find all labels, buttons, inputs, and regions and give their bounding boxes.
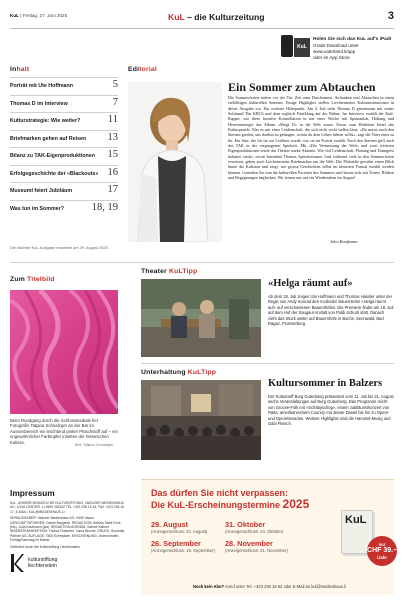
promo-title-line1: Das dürfen Sie nicht verpassen:	[151, 488, 289, 498]
editorial-signature: Julia Kaufmann	[330, 239, 358, 244]
toc-heading-black: In	[10, 66, 17, 73]
table-of-contents	[10, 66, 118, 217]
theater-article-title: «Helga räumt auf»	[268, 278, 353, 289]
subscription-contact[interactable]	[193, 584, 346, 589]
promo-date: 29. August	[151, 520, 189, 529]
balzers-article-body: Der Kulturtreff Burg Gutenberg präsentiert vom 11. Juli bis 21. August sechs Veranstaltungen auf Burg Gutenberg. Das Programm reicht von Groove-Folk mit «Schäbyschög», einem Jubiläumskonzert von Rääs, amerikanischem Country mit Jessie Daniel bis hin zu Opern- und Operettenarien. Weitere Highlights sind die Hammel-Musig und Gabi Fleisch.	[268, 394, 394, 427]
logo-line2: liechtenstein	[28, 563, 57, 570]
title-accent: KuL	[168, 12, 185, 22]
toc-item-label: Was tun im Sommer?	[10, 205, 64, 212]
editor-portrait-photo	[128, 82, 222, 242]
theater-article-body: Ab dem 18. Juli zeigen Ute Hoffmann und Thomas Hassler unter der Regie von Andy Konrad den morbiden Bauernkrimi «Helga räumt auf» auf verschiedenen Bauernhöfen. Die Premiere findet am 18. Juli auf dem Hof der Saugaut Anstalt von Poldi Schurti statt. Danach zieht das Stück weiter auf Bauernhöfe in Buchs, Sennwald, Bad Ragaz, Flumserberg.	[268, 294, 394, 327]
pink-plush-image	[10, 290, 118, 414]
app-ad-line1: Gratis Download unter www.vaterland.li/app	[313, 43, 359, 54]
publication-dates-ad[interactable]	[141, 479, 397, 595]
editorial-title: Ein Sommer zum Abtauchen	[228, 80, 376, 94]
cover-image-heading	[10, 276, 55, 283]
title-rest: – die Kulturzeitung	[184, 12, 265, 22]
toc-item-label: Thomas D im Interview	[10, 100, 68, 107]
subscription-prompt: Noch kein Abo?	[193, 584, 225, 589]
price-badge-bottom: /Jahr	[376, 554, 387, 560]
phone-icon	[281, 35, 293, 57]
toc-item-page: 17	[107, 184, 118, 195]
entertainment-heading-black: Unterhaltung	[141, 369, 188, 376]
app-cover: KuL	[294, 38, 310, 57]
toc-item-page: 13	[107, 131, 118, 143]
newspaper-title	[168, 12, 264, 22]
editorial-body: Die Sommerferien stehen vor der Tür. Zeit zum Durchatmen, Auftanken und Abtauchen in einen vielfältigen kulturellen Sommer. Einige Highlights stellen Liechtensteins Kulturinstitutionen in dieser Ausgabe vor. Ein weiterer Höhepunkt: Am 4. Juli steht Thomas D gemeinsam mit seiner Soloband The KBCS und dem sogleich Fünfklang auf der Bühne. Im Interview erzählt der Kult-Rapper, wie diese kreative Konstellation in nur einer Woche mit Spontanität, Haltung und Herzensenergie das Album «Mega D» in die Welt setzte. Etwas zum Hinhören bietet das Kulturporträt. Was es mit einer Leidenschaft, die sich nicht recht stellen lässt, «Da musst nach den Sternen greifen, um dorthin zu gelangen, wohin du dein Leben führen willst», sagt die Vater einst zu ihr. Ein Satz, der für sie zur Leitlinie wurde, wie sie im Porträt erzählt. Nach den Sternen griff auch das TAK in der vergangenen Spielzeit. Mit «Die Vermessung der Welt» und zwei weiteren Eigenproduktionen setzte das Theater starke Akzente. Wie viel Leidenschaft, Planung und Teamgeist dahinter steckt, verrät Intendant Thomas Spieckermann. Und während viele in den Sommerferien verreisen, gehen auch Liechtensteins Briefmarken um die Welt. Die Philatelie gewährt einen Blick hinter die Kulissen und zeigt, wie grosse Geschichten selbst im kleinsten Format erzählt werden können. Genießen Sie nun die kulturellen Facetten des Sommers und lassen sich mit Tönen, Bildern und Begegnungen beglücken. Wir freuen uns auf ein Wiedersehen im August!	[228, 95, 394, 181]
app-download-ad[interactable]	[281, 34, 397, 68]
editorial-heading-black: Edi	[128, 66, 140, 73]
theater-photo	[141, 279, 261, 357]
editorial-heading	[128, 66, 394, 73]
app-ad-text	[313, 37, 399, 61]
price-badge-top: nur	[378, 542, 386, 547]
promo-title-line2: Die KuL-Erscheinungstermine	[151, 500, 281, 510]
section-divider	[141, 363, 394, 364]
toc-item-label: Briefmarken gehen auf Reisen	[10, 135, 87, 142]
imprint-section	[10, 488, 128, 573]
theater-scene-image	[141, 279, 261, 357]
toc-item-label: Kulturstrategie: Wie weiter?	[10, 118, 81, 124]
cover-image-caption: Beim Rundgang durch die Schlossmediale fiel Fotografin Tatjana Schnalzger an der Bar im Aussenbereich ein leuchtend pinker Plüschstoff auf – ein ungewöhnlicher Farbtupfer inmitten der historischen Kulisse.	[10, 418, 118, 445]
kulturstiftung-k-icon	[10, 553, 24, 573]
promo-date: 28. November	[225, 539, 273, 548]
promo-date-sub: (Anzeigenschluss: 21. November)	[225, 548, 288, 553]
toc-item-page: 18, 19	[91, 201, 118, 213]
entertainment-heading-red: KuLTipp	[187, 369, 217, 376]
section-divider	[10, 262, 394, 263]
page-header	[10, 9, 394, 29]
castle-concert-photo	[141, 380, 261, 460]
toc-heading	[10, 66, 118, 73]
kulturstiftung-logo	[10, 553, 128, 573]
editorial-heading-red: torial	[139, 66, 158, 73]
toc-heading-red: halt	[16, 66, 30, 73]
issue-line: KuL | Freitag, 27. Juni 2025	[10, 13, 68, 18]
toc-item[interactable]	[10, 165, 118, 183]
entertainment-tip-heading	[141, 369, 216, 376]
promo-date-sub: (Anzeigenschluss: 24. Oktober)	[225, 529, 284, 534]
cover-heading-black: Zum	[10, 276, 28, 283]
next-issue-note: Die nächste KuL-Ausgabe erscheint am 29. August 2025	[10, 245, 108, 250]
toc-item-page: 15	[107, 149, 118, 160]
promo-year: 2025	[282, 497, 310, 511]
promo-date: 26. September	[151, 539, 201, 548]
toc-item[interactable]	[10, 182, 118, 200]
promo-date-sub: (Anzeigenschluss: 19. September)	[151, 548, 216, 553]
price-badge	[367, 536, 397, 566]
toc-item[interactable]	[10, 130, 118, 148]
issue-brand: KuL	[10, 13, 19, 18]
toc-item[interactable]	[10, 147, 118, 165]
cover-image-credit: Bild: Tatjana Schnalzger	[75, 443, 114, 447]
issue-date: Freitag, 27. Juni 2025	[22, 13, 68, 18]
editorial-section	[128, 66, 394, 73]
promo-title	[151, 488, 341, 511]
toc-item-page: 11	[107, 114, 118, 125]
cover-heading-red: Titelbild	[27, 276, 55, 283]
subscription-contact-text: Anruf unter Tel. +423 236 16 62 oder E-Mail an kul@medienhaus.li	[224, 584, 346, 589]
toc-item-label: Museuml feiert Jubiläum	[10, 188, 73, 194]
page-number: 3	[387, 10, 394, 22]
balzers-article-title: Kultursommer in Balzers	[268, 378, 383, 389]
editor-portrait-image	[128, 82, 222, 242]
toc-item[interactable]	[10, 200, 118, 218]
imprint-staff: HERAUSGEBER: Vaduzer Medienhaus AG, 9490 Vaduz. GESCHÄFTSFÜHRER: Daniel Bargetze. REDAKTION: Bettina Stahl-Frick (bfs), Julia Kaufmann (jka). REDAKTION AGENDA: Sabine Kaltner. INSERATE/MARKETING: Patrick Flatscher, Laura Buchel. DRUCK: Somedia Partner AG. AUFLAGE: 7500 Exemplare. ERSCHEINUNG: Jeden letzten Freitag/Samstag im Monat.	[10, 516, 125, 543]
toc-item[interactable]	[10, 77, 118, 95]
magazine-cover-label: KuL	[345, 514, 367, 526]
imprint-contact: KuL, UNSERE MONATLICHE KULTURZEITUNG, VADUZER MEDIENHAUS AG, LOVA CENTER, LI-9490 VADUZ TEL +423 236 16 16, FAX +423 236 16 17, E-MAIL: KUL@MEDIENHAUS.LI	[10, 501, 124, 514]
app-ad-line2: oder im App Store	[313, 55, 350, 60]
logo-line1: kulturstiftung	[28, 556, 58, 563]
toc-item-label: Bilanz zu TAK-Eigenproduktionen	[10, 153, 95, 159]
price-badge-amount: CHF 39.–	[367, 547, 397, 555]
theater-heading-red: KuLTipp	[169, 268, 198, 275]
theater-heading-black: Theater	[141, 268, 170, 275]
concert-crowd-image	[141, 380, 261, 460]
theater-tip-heading	[141, 268, 197, 275]
toc-item-page: 16	[107, 166, 118, 178]
toc-item-page: 7	[112, 96, 118, 108]
toc-item-label: Erfolgsgeschichte der «Blackouts»	[10, 170, 99, 177]
promo-date-sub: (Anzeigenschluss: 22. August)	[151, 529, 208, 534]
cover-image	[10, 290, 118, 414]
toc-item[interactable]	[10, 95, 118, 113]
promo-date: 31. Oktober	[225, 520, 266, 529]
toc-item-page: 5	[112, 79, 118, 90]
toc-item[interactable]	[10, 112, 118, 130]
app-ad-headline: Holen Sie sich das KuL auf's iPad!	[313, 37, 392, 42]
imprint-funding: Gefördert durch die Kulturstiftung Liechtenstein	[10, 544, 80, 549]
toc-item-label: Porträt mit Ute Hoffmann	[10, 83, 73, 89]
imprint-title: Impressum	[10, 488, 55, 498]
